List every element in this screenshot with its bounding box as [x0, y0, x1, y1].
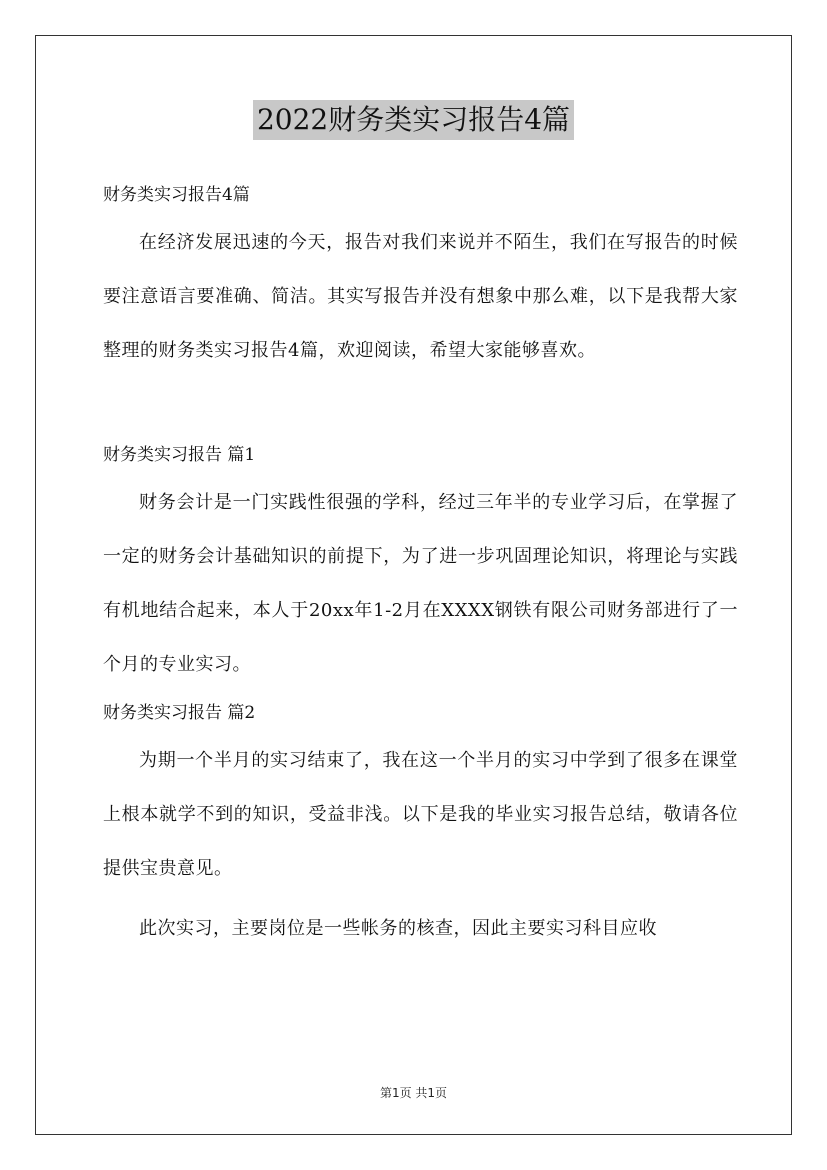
section-2-heading: 财务类实习报告 篇2: [103, 703, 256, 723]
document-body: [103, 174, 738, 956]
intro-heading: 财务类实习报告4篇: [103, 185, 250, 205]
title-wrap: [0, 100, 827, 140]
intro-paragraph: 在经济发展迅速的今天，报告对我们来说并不陌生，我们在写报告的时候要注意语言要准确、简洁。其实写报告并没有想象中那么难，以下是我帮大家整理的财务类实习报告4篇，欢迎阅读，希望大家能够喜欢。: [103, 232, 738, 361]
section-2-paragraph-2: 此次实习，主要岗位是一些帐务的核查，因此主要实习科目应收: [139, 918, 657, 939]
section-1-heading: 财务类实习报告 篇1: [103, 445, 256, 465]
page-footer: 第1页 共1页: [379, 1086, 448, 1100]
document-title: 2022财务类实习报告4篇: [253, 100, 574, 140]
section-spacer: [103, 378, 738, 434]
section-1-paragraph-1: 财务会计是一门实践性很强的学科，经过三年半的专业学习后，在掌握了一定的财务会计基础知识的前提下，为了进一步巩固理论知识，将理论与实践有机地结合起来，本人于20xx年1-2月在XXXX钢铁有限公司财务部进行了一个月的专业实习。: [103, 492, 738, 675]
section-2-paragraph-1: 为期一个半月的实习结束了，我在这一个半月的实习中学到了很多在课堂上根本就学不到的知识，受益非浅。以下是我的毕业实习报告总结，敬请各位提供宝贵意见。: [103, 750, 738, 879]
